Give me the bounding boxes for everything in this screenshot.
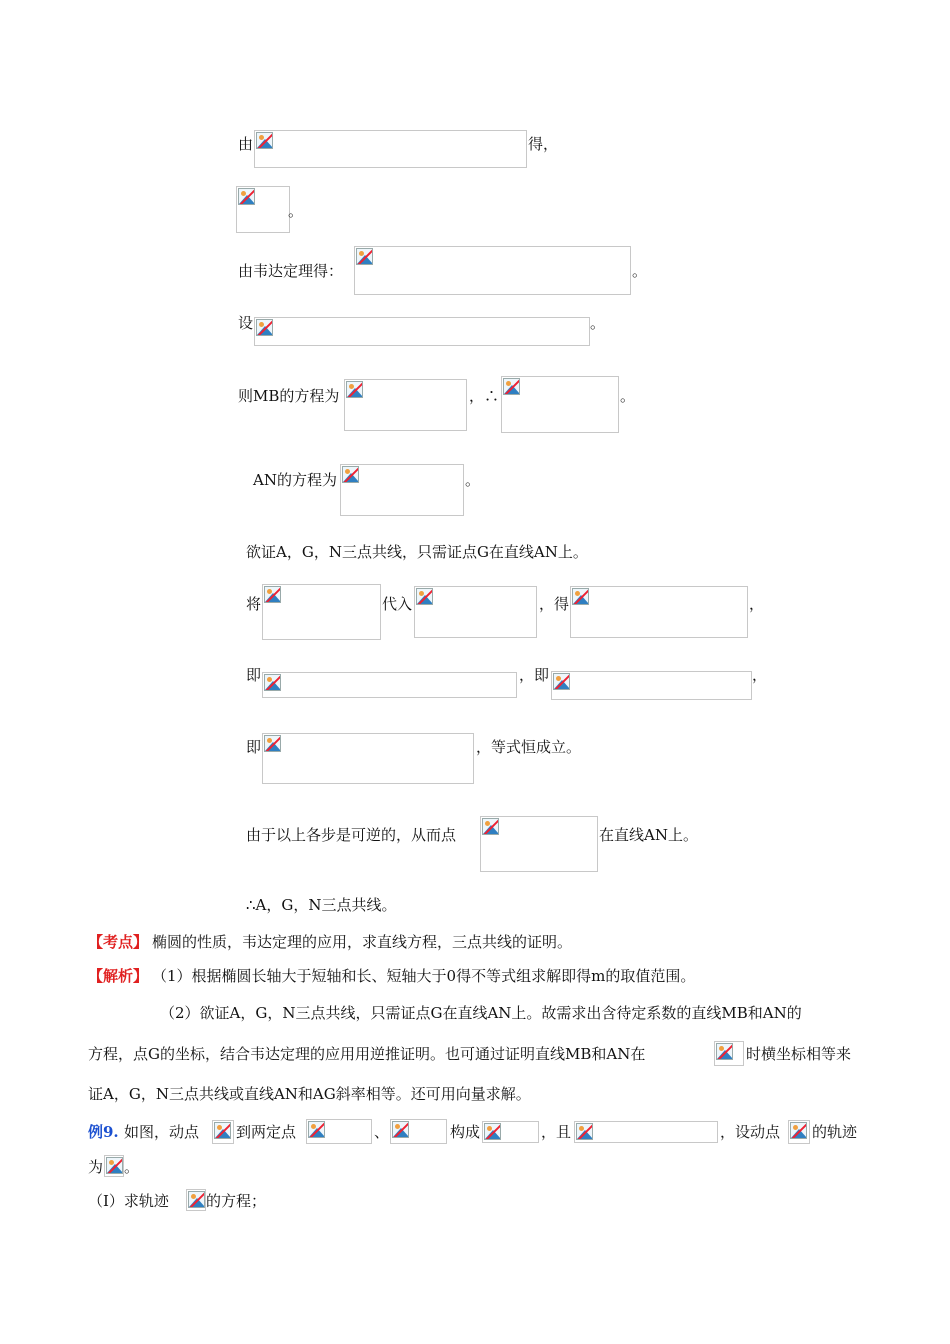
broken-image-icon: [238, 188, 255, 205]
text: ∴A，G，N三点共线。: [246, 896, 397, 914]
formula-image: [501, 376, 619, 433]
broken-image-icon: [342, 466, 359, 483]
broken-image-icon: [264, 586, 281, 603]
formula-image: [254, 317, 590, 346]
text: 设: [238, 314, 254, 332]
text: 到两定点: [236, 1123, 297, 1141]
formula-image: [212, 1120, 234, 1144]
text: 的轨迹: [812, 1123, 858, 1141]
text: ，且: [541, 1123, 572, 1141]
kaodian-label: 【考点】: [88, 933, 149, 951]
formula-image: [570, 586, 748, 638]
broken-image-icon: [346, 381, 363, 398]
text: 即: [246, 738, 262, 756]
broken-image-icon: [576, 1123, 593, 1140]
text: 得，: [528, 135, 559, 153]
text: 由于以上各步是可逆的，从而点: [246, 826, 457, 844]
text: 欲证A，G，N三点共线，只需证点G在直线AN上。: [246, 543, 588, 561]
text: 。: [124, 1158, 140, 1176]
text: 。: [288, 202, 304, 220]
text: 将: [246, 595, 262, 613]
text: ，: [752, 666, 768, 684]
broken-image-icon: [264, 735, 281, 752]
formula-image: [414, 586, 537, 638]
text: ，即: [519, 666, 550, 684]
broken-image-icon: [264, 674, 281, 691]
text: ，∴: [469, 387, 500, 405]
text: ，: [749, 595, 765, 613]
formula-image: [186, 1189, 206, 1211]
text: 代入: [382, 595, 413, 613]
formula-image: [354, 246, 631, 295]
formula-image: [236, 186, 290, 233]
formula-image: [482, 1121, 539, 1143]
text: ，得: [539, 595, 570, 613]
text: 构成: [450, 1123, 481, 1141]
broken-image-icon: [553, 673, 570, 690]
text: 则MB的方程为: [238, 387, 340, 405]
jiexi-paragraph: 时横坐标相等来: [746, 1045, 852, 1063]
formula-image: [390, 1119, 447, 1144]
text: 。: [465, 471, 481, 489]
broken-image-icon: [256, 319, 273, 336]
formula-image: [262, 733, 474, 784]
text: 、: [374, 1123, 390, 1141]
broken-image-icon: [790, 1122, 807, 1139]
broken-image-icon: [392, 1121, 409, 1138]
broken-image-icon: [214, 1122, 231, 1139]
formula-image: [344, 379, 467, 431]
question-text: 的方程；: [206, 1192, 267, 1210]
broken-image-icon: [188, 1191, 205, 1208]
broken-image-icon: [716, 1043, 733, 1060]
jiexi-paragraph: （2）欲证A，G，N三点共线，只需证点G在直线AN上。故需求出含待定系数的直线MB和AN的: [160, 1004, 802, 1022]
broken-image-icon: [572, 588, 589, 605]
broken-image-icon: [308, 1121, 325, 1138]
broken-image-icon: [484, 1123, 501, 1140]
text: ，设动点: [720, 1123, 781, 1141]
text: 为: [88, 1158, 104, 1176]
formula-image: [340, 464, 464, 516]
text: 即: [246, 666, 262, 684]
jiexi-label: 【解析】: [88, 967, 149, 985]
formula-image: [480, 816, 598, 872]
formula-image: [551, 671, 752, 700]
formula-image: [714, 1041, 744, 1066]
text: ，等式恒成立。: [476, 738, 582, 756]
text: 。: [620, 387, 636, 405]
text: 如图，动点: [124, 1123, 200, 1141]
text: 。: [590, 314, 606, 332]
text: AN的方程为: [253, 471, 337, 489]
broken-image-icon: [482, 818, 499, 835]
question-text: （Ⅰ）求轨迹: [88, 1192, 169, 1210]
formula-image: [262, 584, 381, 640]
formula-image: [574, 1121, 718, 1143]
formula-image: [254, 130, 527, 168]
broken-image-icon: [503, 378, 520, 395]
text: 。: [632, 262, 648, 280]
broken-image-icon: [256, 132, 273, 149]
broken-image-icon: [106, 1157, 123, 1174]
formula-image: [104, 1155, 124, 1177]
formula-image: [788, 1120, 810, 1144]
formula-image: [306, 1119, 372, 1144]
example-label: 例9.: [88, 1123, 119, 1141]
broken-image-icon: [416, 588, 433, 605]
formula-image: [262, 672, 517, 698]
jiexi-paragraph: 证A，G，N三点共线或直线AN和AG斜率相等。还可用向量求解。: [88, 1085, 531, 1103]
jiexi-paragraph: 方程，点G的坐标，结合韦达定理的应用用逆推证明。也可通过证明直线MB和AN在: [88, 1045, 646, 1063]
jiexi-paragraph: （1）根据椭圆长轴大于短轴和长、短轴大于0得不等式组求解即得m的取值范围。: [152, 967, 696, 985]
text: 由: [238, 135, 254, 153]
text: 在直线AN上。: [599, 826, 698, 844]
kaodian-text: 椭圆的性质，韦达定理的应用，求直线方程，三点共线的证明。: [152, 933, 573, 951]
text: 由韦达定理得：: [238, 262, 344, 280]
broken-image-icon: [356, 248, 373, 265]
